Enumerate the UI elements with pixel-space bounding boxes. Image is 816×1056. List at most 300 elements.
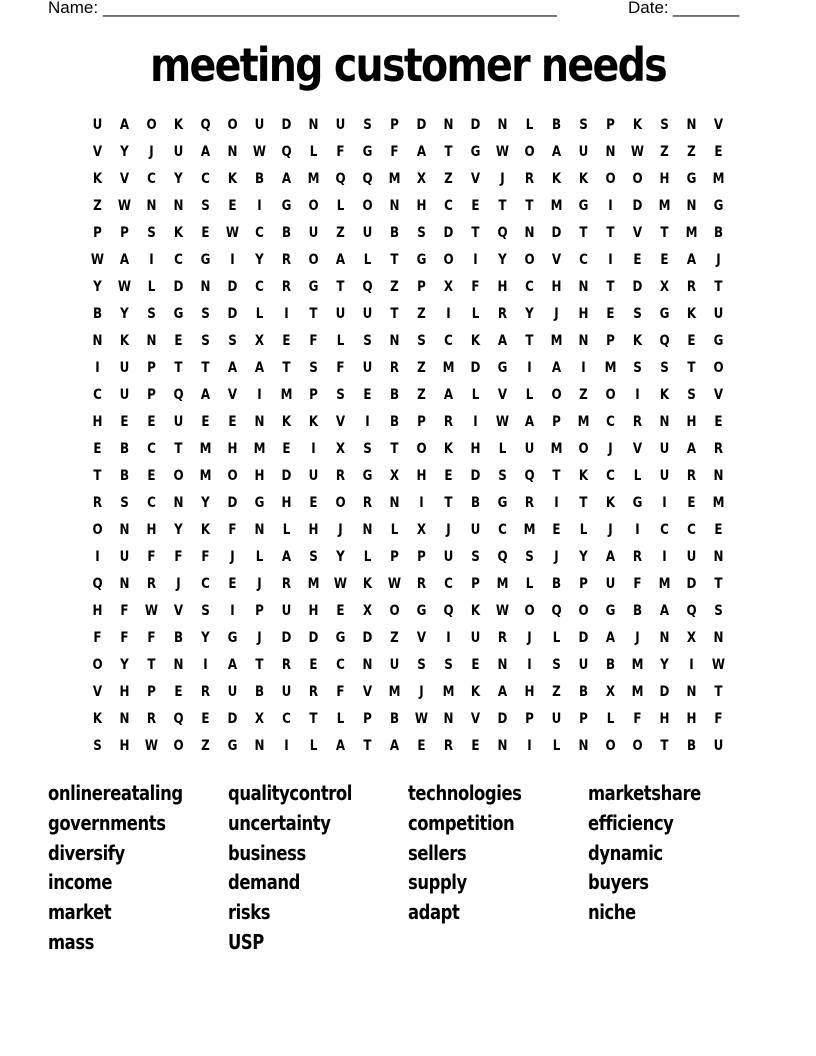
- grid-letter: T: [525, 198, 534, 214]
- grid-letter: T: [552, 468, 561, 484]
- grid-letter: P: [147, 360, 156, 376]
- grid-letter: J: [446, 522, 451, 538]
- grid-letter: I: [527, 657, 532, 673]
- grid-letter: N: [659, 414, 670, 430]
- grid-letter: N: [497, 117, 508, 133]
- grid-letter: C: [147, 171, 156, 187]
- grid-letter: F: [633, 576, 642, 592]
- grid-letter: H: [416, 198, 427, 214]
- grid-letter: D: [227, 495, 238, 511]
- grid-letter: S: [471, 549, 480, 565]
- grid-letter: G: [362, 144, 373, 160]
- grid-letter: I: [608, 198, 613, 214]
- grid-letter: I: [527, 360, 532, 376]
- grid-letter: O: [173, 738, 184, 754]
- grid-letter: Y: [120, 144, 129, 160]
- grid-letter: P: [309, 387, 318, 403]
- grid-row: [84, 409, 732, 436]
- grid-letter: S: [633, 360, 642, 376]
- grid-letter: T: [390, 441, 399, 457]
- grid-letter: K: [470, 603, 481, 619]
- grid-letter: D: [443, 225, 454, 241]
- grid-letter: K: [227, 171, 238, 187]
- grid-letter: T: [390, 252, 399, 268]
- grid-letter: E: [120, 414, 129, 430]
- date-label: Date:: [628, 0, 669, 17]
- grid-letter: U: [281, 603, 292, 619]
- grid-letter: V: [227, 387, 238, 403]
- grid-letter: V: [362, 684, 373, 700]
- grid-letter: G: [254, 495, 265, 511]
- grid-letter: W: [144, 603, 159, 619]
- grid-letter: V: [497, 387, 508, 403]
- grid-letter: K: [578, 468, 589, 484]
- grid-letter: C: [444, 333, 453, 349]
- grid-letter: S: [201, 306, 210, 322]
- grid-letter: H: [92, 414, 103, 430]
- grid-letter: H: [119, 738, 130, 754]
- page-title: meeting customer needs: [149, 38, 667, 92]
- grid-letter: I: [365, 414, 370, 430]
- grid-letter: T: [174, 360, 183, 376]
- word-list-item: supply: [408, 870, 467, 895]
- grid-letter: P: [606, 117, 615, 133]
- grid-letter: P: [471, 576, 480, 592]
- grid-letter: S: [660, 360, 669, 376]
- grid-letter: B: [470, 495, 481, 511]
- grid-letter: H: [686, 711, 697, 727]
- grid-letter: M: [199, 441, 212, 457]
- grid-letter: D: [632, 198, 643, 214]
- grid-letter: P: [120, 225, 129, 241]
- grid-letter: C: [201, 171, 210, 187]
- grid-letter: K: [443, 441, 454, 457]
- grid-letter: P: [579, 576, 588, 592]
- grid-letter: U: [335, 117, 346, 133]
- grid-letter: F: [471, 279, 480, 295]
- word-list-item: market: [48, 900, 112, 925]
- grid-letter: G: [632, 495, 643, 511]
- grid-letter: J: [554, 549, 559, 565]
- grid-letter: F: [390, 144, 399, 160]
- grid-letter: U: [362, 225, 373, 241]
- grid-letter: C: [147, 495, 156, 511]
- grid-letter: C: [444, 198, 453, 214]
- grid-letter: T: [309, 711, 318, 727]
- grid-letter: D: [281, 630, 292, 646]
- grid-letter: A: [551, 360, 562, 376]
- grid-letter: G: [497, 360, 508, 376]
- grid-letter: A: [389, 738, 400, 754]
- grid-letter: N: [254, 738, 265, 754]
- grid-letter: V: [119, 171, 130, 187]
- grid-letter: H: [308, 603, 319, 619]
- grid-letter: F: [336, 144, 345, 160]
- name-label: Name:: [48, 0, 99, 17]
- grid-letter: K: [632, 333, 643, 349]
- grid-letter: O: [389, 603, 400, 619]
- grid-letter: N: [713, 549, 724, 565]
- grid-letter: Q: [281, 144, 292, 160]
- grid-letter: G: [470, 144, 481, 160]
- grid-letter: E: [363, 387, 372, 403]
- grid-letter: D: [416, 117, 427, 133]
- grid-letter: K: [362, 576, 373, 592]
- grid-letter: E: [309, 657, 318, 673]
- grid-letter: J: [500, 171, 505, 187]
- grid-letter: D: [227, 711, 238, 727]
- grid-row: [84, 166, 732, 193]
- grid-letter: E: [714, 522, 723, 538]
- grid-letter: W: [630, 144, 645, 160]
- grid-row: [84, 139, 732, 166]
- grid-letter: C: [498, 522, 507, 538]
- grid-letter: T: [606, 225, 615, 241]
- grid-letter: T: [714, 576, 723, 592]
- grid-letter: M: [550, 441, 563, 457]
- grid-letter: O: [308, 198, 319, 214]
- grid-letter: C: [444, 576, 453, 592]
- grid-letter: D: [227, 279, 238, 295]
- grid-letter: X: [686, 630, 697, 646]
- grid-letter: K: [173, 225, 184, 241]
- grid-letter: G: [362, 468, 373, 484]
- grid-letter: X: [335, 441, 346, 457]
- grid-row: [84, 382, 732, 409]
- grid-letter: R: [389, 360, 400, 376]
- grid-letter: D: [632, 279, 643, 295]
- grid-letter: J: [608, 522, 613, 538]
- grid-letter: E: [552, 522, 561, 538]
- grid-letter: V: [632, 441, 643, 457]
- grid-letter: A: [605, 630, 616, 646]
- grid-letter: U: [713, 738, 724, 754]
- grid-letter: S: [498, 468, 507, 484]
- grid-letter: C: [255, 279, 264, 295]
- grid-row: [84, 733, 732, 760]
- grid-letter: M: [550, 198, 563, 214]
- grid-letter: U: [227, 684, 238, 700]
- grid-letter: I: [581, 360, 586, 376]
- grid-letter: Z: [552, 684, 561, 700]
- word-list-item: niche: [588, 900, 636, 925]
- grid-letter: S: [363, 333, 372, 349]
- grid-letter: I: [662, 495, 667, 511]
- grid-letter: M: [577, 414, 590, 430]
- grid-letter: R: [443, 738, 454, 754]
- grid-letter: G: [335, 630, 346, 646]
- grid-letter: D: [227, 306, 238, 322]
- grid-letter: S: [147, 225, 156, 241]
- grid-letter: Q: [200, 117, 211, 133]
- grid-letter: P: [147, 387, 156, 403]
- grid-letter: E: [660, 252, 669, 268]
- grid-letter: I: [635, 387, 640, 403]
- grid-letter: H: [524, 684, 535, 700]
- grid-letter: N: [119, 711, 130, 727]
- grid-letter: T: [444, 144, 453, 160]
- grid-letter: A: [200, 144, 211, 160]
- grid-letter: T: [714, 684, 723, 700]
- grid-letter: G: [416, 252, 427, 268]
- grid-letter: N: [362, 522, 373, 538]
- grid-letter: F: [336, 360, 345, 376]
- word-list-item: business: [228, 840, 306, 865]
- grid-letter: N: [686, 198, 697, 214]
- grid-letter: B: [713, 225, 724, 241]
- grid-letter: U: [92, 117, 103, 133]
- grid-letter: B: [551, 576, 562, 592]
- date-field-line: _______: [673, 0, 740, 17]
- grid-letter: F: [633, 711, 642, 727]
- grid-row: [84, 274, 732, 301]
- grid-row: [84, 463, 732, 490]
- grid-letter: J: [716, 252, 721, 268]
- grid-letter: V: [416, 630, 427, 646]
- grid-letter: E: [687, 495, 696, 511]
- grid-letter: K: [173, 117, 184, 133]
- grid-letter: T: [525, 333, 534, 349]
- word-list-item: efficiency: [588, 810, 674, 835]
- grid-letter: O: [362, 198, 373, 214]
- grid-letter: D: [281, 468, 292, 484]
- grid-letter: X: [659, 279, 670, 295]
- grid-letter: B: [686, 738, 697, 754]
- grid-letter: K: [659, 387, 670, 403]
- grid-letter: R: [362, 495, 373, 511]
- grid-letter: V: [470, 711, 481, 727]
- grid-letter: O: [92, 657, 103, 673]
- grid-letter: R: [335, 468, 346, 484]
- grid-letter: O: [227, 468, 238, 484]
- grid-letter: N: [119, 576, 130, 592]
- grid-letter: S: [552, 657, 561, 673]
- grid-letter: O: [632, 738, 643, 754]
- grid-letter: U: [335, 306, 346, 322]
- word-list-item: diversify: [48, 840, 125, 865]
- grid-letter: J: [230, 549, 235, 565]
- grid-letter: T: [309, 306, 318, 322]
- grid-letter: U: [551, 711, 562, 727]
- grid-letter: A: [605, 549, 616, 565]
- grid-row: [84, 112, 732, 139]
- grid-letter: T: [147, 657, 156, 673]
- grid-row: [84, 571, 732, 598]
- grid-letter: C: [147, 441, 156, 457]
- word-list-item: income: [48, 870, 113, 895]
- grid-letter: D: [281, 117, 292, 133]
- grid-letter: O: [578, 603, 589, 619]
- grid-letter: M: [442, 684, 455, 700]
- grid-letter: R: [308, 684, 319, 700]
- grid-letter: Z: [93, 198, 102, 214]
- grid-letter: V: [470, 171, 481, 187]
- grid-letter: R: [632, 549, 643, 565]
- grid-letter: H: [119, 684, 130, 700]
- grid-letter: K: [686, 306, 697, 322]
- grid-letter: Y: [174, 171, 183, 187]
- grid-letter: S: [633, 306, 642, 322]
- grid-letter: T: [174, 441, 183, 457]
- grid-letter: E: [633, 252, 642, 268]
- grid-letter: O: [308, 252, 319, 268]
- grid-letter: I: [689, 657, 694, 673]
- word-list-item: buyers: [588, 870, 649, 895]
- grid-letter: L: [633, 468, 642, 484]
- grid-letter: N: [362, 657, 373, 673]
- grid-letter: N: [254, 414, 265, 430]
- grid-letter: T: [687, 360, 696, 376]
- grid-letter: T: [93, 468, 102, 484]
- grid-letter: U: [119, 549, 130, 565]
- grid-letter: D: [470, 360, 481, 376]
- grid-letter: O: [146, 117, 157, 133]
- grid-letter: A: [335, 252, 346, 268]
- grid-letter: L: [552, 738, 561, 754]
- grid-letter: U: [362, 306, 373, 322]
- grid-letter: B: [389, 387, 400, 403]
- grid-letter: G: [713, 333, 724, 349]
- grid-letter: D: [551, 225, 562, 241]
- word-list-item: demand: [228, 870, 300, 895]
- grid-letter: T: [390, 306, 399, 322]
- grid-letter: I: [419, 495, 424, 511]
- grid-letter: L: [525, 576, 534, 592]
- grid-letter: Z: [201, 738, 210, 754]
- grid-letter: O: [335, 495, 346, 511]
- grid-letter: K: [578, 171, 589, 187]
- grid-letter: Q: [92, 576, 103, 592]
- grid-letter: H: [416, 468, 427, 484]
- grid-letter: I: [662, 549, 667, 565]
- grid-letter: W: [144, 738, 159, 754]
- grid-letter: P: [93, 225, 102, 241]
- grid-letter: N: [713, 630, 724, 646]
- word-list-item: dynamic: [588, 840, 663, 865]
- grid-letter: G: [173, 306, 184, 322]
- grid-letter: M: [307, 171, 320, 187]
- grid-letter: L: [525, 117, 534, 133]
- grid-letter: E: [417, 738, 426, 754]
- grid-letter: U: [308, 225, 319, 241]
- grid-letter: N: [92, 333, 103, 349]
- grid-letter: U: [713, 306, 724, 322]
- grid-letter: G: [713, 198, 724, 214]
- grid-letter: G: [200, 252, 211, 268]
- grid-letter: M: [604, 360, 617, 376]
- grid-letter: I: [635, 522, 640, 538]
- grid-letter: Q: [362, 171, 373, 187]
- grid-letter: X: [362, 603, 373, 619]
- grid-letter: O: [605, 738, 616, 754]
- grid-letter: Y: [579, 549, 588, 565]
- grid-letter: Q: [524, 468, 535, 484]
- grid-letter: H: [659, 711, 670, 727]
- grid-letter: K: [92, 171, 103, 187]
- grid-letter: W: [414, 711, 429, 727]
- grid-letter: U: [119, 360, 130, 376]
- grid-letter: K: [605, 495, 616, 511]
- grid-letter: H: [254, 468, 265, 484]
- grid-letter: U: [281, 684, 292, 700]
- grid-letter: S: [417, 333, 426, 349]
- grid-letter: O: [173, 468, 184, 484]
- grid-letter: M: [496, 576, 509, 592]
- grid-letter: C: [579, 252, 588, 268]
- grid-letter: U: [578, 144, 589, 160]
- grid-letter: S: [228, 333, 237, 349]
- grid-letter: S: [120, 495, 129, 511]
- grid-letter: U: [470, 522, 481, 538]
- grid-letter: C: [660, 522, 669, 538]
- grid-letter: M: [631, 657, 644, 673]
- grid-letter: A: [659, 603, 670, 619]
- grid-letter: A: [227, 657, 238, 673]
- grid-letter: O: [632, 171, 643, 187]
- grid-letter: R: [713, 441, 724, 457]
- grid-letter: C: [336, 657, 345, 673]
- grid-letter: M: [442, 360, 455, 376]
- grid-letter: N: [200, 279, 211, 295]
- grid-letter: O: [443, 252, 454, 268]
- word-list-item: risks: [228, 900, 271, 925]
- grid-row: [84, 544, 732, 571]
- grid-letter: M: [712, 171, 725, 187]
- word-list-item: adapt: [408, 900, 460, 925]
- grid-letter: I: [230, 603, 235, 619]
- grid-letter: F: [120, 630, 129, 646]
- grid-letter: F: [336, 684, 345, 700]
- grid-row: [84, 301, 732, 328]
- grid-letter: S: [309, 549, 318, 565]
- grid-letter: H: [146, 522, 157, 538]
- grid-letter: U: [362, 360, 373, 376]
- grid-letter: Z: [417, 387, 426, 403]
- grid-letter: I: [257, 387, 262, 403]
- grid-letter: E: [147, 468, 156, 484]
- grid-letter: N: [497, 657, 508, 673]
- grid-letter: B: [632, 603, 643, 619]
- grid-letter: L: [336, 198, 345, 214]
- grid-letter: T: [255, 657, 264, 673]
- grid-letter: K: [119, 333, 130, 349]
- grid-letter: P: [417, 414, 426, 430]
- grid-letter: A: [335, 738, 346, 754]
- grid-letter: I: [95, 360, 100, 376]
- grid-letter: J: [608, 441, 613, 457]
- grid-letter: L: [336, 711, 345, 727]
- grid-letter: M: [280, 387, 293, 403]
- grid-letter: S: [579, 117, 588, 133]
- grid-letter: S: [417, 225, 426, 241]
- grid-letter: H: [470, 441, 481, 457]
- grid-letter: L: [525, 387, 534, 403]
- grid-letter: R: [686, 279, 697, 295]
- grid-letter: Q: [497, 549, 508, 565]
- grid-letter: N: [173, 657, 184, 673]
- grid-letter: T: [606, 279, 615, 295]
- grid-letter: J: [527, 630, 532, 646]
- grid-letter: B: [119, 468, 130, 484]
- grid-letter: L: [579, 522, 588, 538]
- grid-letter: Z: [660, 144, 669, 160]
- grid-letter: T: [660, 738, 669, 754]
- grid-letter: E: [471, 198, 480, 214]
- grid-letter: Y: [660, 657, 669, 673]
- grid-letter: J: [635, 630, 640, 646]
- grid-letter: Y: [120, 657, 129, 673]
- grid-letter: U: [659, 441, 670, 457]
